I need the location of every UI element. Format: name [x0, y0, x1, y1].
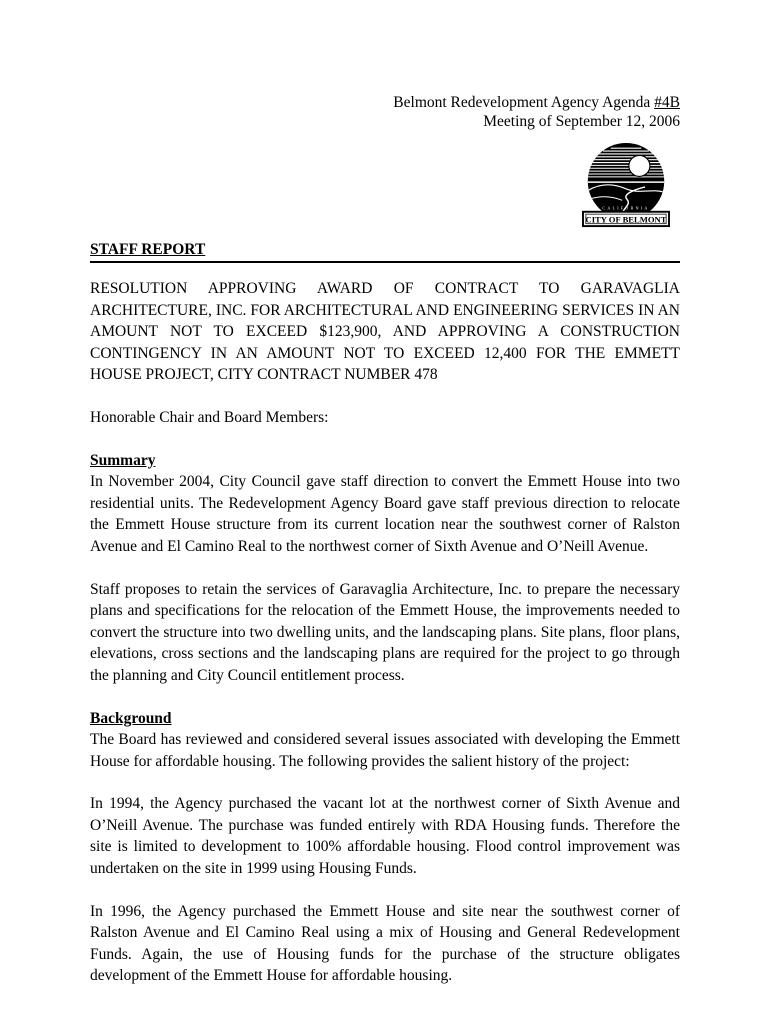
meeting-date-line: Meeting of September 12, 2006	[483, 113, 680, 130]
staff-report-heading-text: STAFF REPORT	[90, 241, 206, 258]
agenda-reference-line	[90, 93, 680, 112]
paragraph: The Board has reviewed and considered several issues associated with developing the Emmett House for affordable housing. The following provides the salient history of the project:	[90, 731, 680, 770]
seal-state-label: CALIFORNIA	[602, 205, 650, 211]
agenda-title-text: Belmont Redevelopment Agency Agenda	[393, 94, 655, 111]
staff-report-heading	[90, 241, 680, 263]
seal-moon	[629, 155, 650, 176]
resolution-paragraph: RESOLUTION APPROVING AWARD OF CONTRACT TO GARAVAGLIA ARCHITECTURE, INC. FOR ARCHITECTURAL AND ENGINEERING SERVICES IN AN AMOUNT NOT TO EXCEED $123,900, AND APPROVING A CONSTRUCTION CONTINGENCY IN AN AMOUNT NOT TO EXCEED 12,400 FOR THE EMMETT HOUSE PROJECT, CITY CONTRACT NUMBER 478	[90, 280, 680, 384]
paragraph: In November 2004, City Council gave staff direction to convert the Emmett House into two residential units. The Redevelopment Agency Board gave staff previous direction to relocate the Emmett House structure from its current location near the southwest corner of Ralston Avenue and El Camino Real to the northwest corner of Sixth Avenue and O’Neill Avenue.	[90, 473, 680, 555]
paragraph: In 1996, the Agency purchased the Emmett House and site near the southwest corner of Ralston Avenue and El Camino Real using a mix of Housing and General Redevelopment Funds. Again, the use of Housing funds for the purchase of the structure obligates development of the Emmett House for affordable housing.	[90, 902, 680, 985]
paragraph: Staff proposes to retain the services of Garavaglia Architecture, Inc. to prepare the necessary plans and specifications for the relocation of the Emmett House, the improvements needed to convert the structure into two dwelling units, and the landscaping plans. Site plans, floor plans, elevations, cross sections and the landscaping plans are required for the project to go through the planning and City Council entitlement process.	[90, 580, 680, 684]
salutation-line: Honorable Chair and Board Members:	[90, 408, 329, 426]
section-heading-summary: Summary	[90, 451, 156, 469]
paragraph: In 1994, the Agency purchased the vacant lot at the northwest corner of Sixth Avenue and O’Neill Avenue. The purchase was funded entirely with RDA Housing funds. Therefore the site is limited to development to 100% affordable housing. Flood control improvement was undertaken on the site in 1999 using Housing Funds.	[90, 795, 680, 878]
city-seal-container	[90, 142, 674, 228]
section-heading-background: Background	[90, 709, 172, 727]
section-body	[90, 471, 680, 686]
seal-banner-label: CITY OF BELMONT	[585, 214, 667, 225]
document-header	[90, 93, 680, 131]
city-of-belmont-seal-icon	[578, 142, 674, 228]
section-body	[90, 729, 680, 987]
agenda-item-number: #4B	[654, 94, 680, 111]
section-background	[90, 708, 680, 988]
section-summary	[90, 450, 680, 687]
